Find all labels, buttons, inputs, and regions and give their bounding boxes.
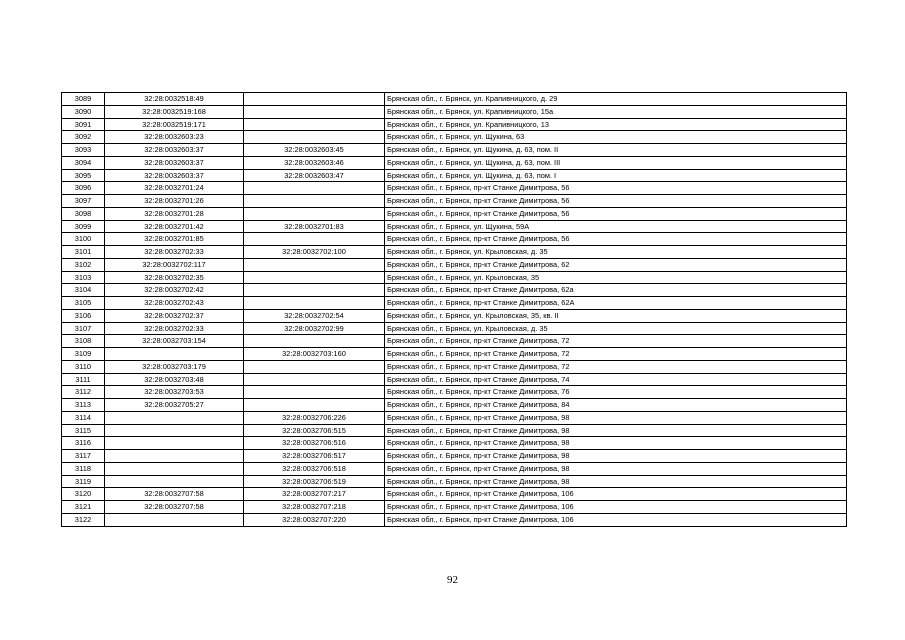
address-cell: Брянская обл., г. Брянск, пр-кт Станке Димитрова, 84 bbox=[385, 399, 847, 412]
row-number-cell: 3115 bbox=[62, 424, 105, 437]
cadastral-number-cell: 32:28:0032705:27 bbox=[105, 399, 244, 412]
table-row bbox=[62, 335, 847, 348]
cadastral-number-cell: 32:28:0032701:28 bbox=[105, 207, 244, 220]
row-number-cell: 3101 bbox=[62, 246, 105, 259]
cadastral-number-cell: 32:28:0032701:26 bbox=[105, 195, 244, 208]
table-row bbox=[62, 309, 847, 322]
address-cell: Брянская обл., г. Брянск, пр-кт Станке Димитрова, 98 bbox=[385, 450, 847, 463]
cadastral-number-cell: 32:28:0032703:48 bbox=[105, 373, 244, 386]
table-row bbox=[62, 258, 847, 271]
table-row bbox=[62, 322, 847, 335]
cadastral-number-cell: 32:28:0032701:85 bbox=[105, 233, 244, 246]
row-number-cell: 3117 bbox=[62, 450, 105, 463]
table-row bbox=[62, 475, 847, 488]
premises-cadastral-number-cell bbox=[244, 118, 385, 131]
premises-cadastral-number-cell: 32:28:0032603:45 bbox=[244, 144, 385, 157]
address-cell: Брянская обл., г. Брянск, пр-кт Станке Димитрова, 106 bbox=[385, 513, 847, 526]
row-number-cell: 3104 bbox=[62, 284, 105, 297]
row-number-cell: 3100 bbox=[62, 233, 105, 246]
row-number-cell: 3120 bbox=[62, 488, 105, 501]
cadastral-number-cell: 32:28:0032603:37 bbox=[105, 156, 244, 169]
row-number-cell: 3103 bbox=[62, 271, 105, 284]
row-number-cell: 3099 bbox=[62, 220, 105, 233]
address-cell: Брянская обл., г. Брянск, ул. Щукина, 63 bbox=[385, 131, 847, 144]
premises-cadastral-number-cell bbox=[244, 182, 385, 195]
table-row bbox=[62, 399, 847, 412]
row-number-cell: 3109 bbox=[62, 348, 105, 361]
cadastral-number-cell: 32:28:0032707:58 bbox=[105, 488, 244, 501]
address-cell: Брянская обл., г. Брянск, пр-кт Станке Димитрова, 72 bbox=[385, 360, 847, 373]
cadastral-number-cell: 32:28:0032707:58 bbox=[105, 501, 244, 514]
premises-cadastral-number-cell bbox=[244, 131, 385, 144]
cadastral-number-cell: 32:28:0032702:42 bbox=[105, 284, 244, 297]
address-cell: Брянская обл., г. Брянск, пр-кт Станке Димитрова, 72 bbox=[385, 335, 847, 348]
row-number-cell: 3094 bbox=[62, 156, 105, 169]
premises-cadastral-number-cell: 32:28:0032603:46 bbox=[244, 156, 385, 169]
row-number-cell: 3090 bbox=[62, 105, 105, 118]
address-cell: Брянская обл., г. Брянск, ул. Крыловская, д. 35 bbox=[385, 246, 847, 259]
premises-cadastral-number-cell bbox=[244, 399, 385, 412]
address-cell: Брянская обл., г. Брянск, пр-кт Станке Димитрова, 76 bbox=[385, 386, 847, 399]
row-number-cell: 3096 bbox=[62, 182, 105, 195]
table-row bbox=[62, 156, 847, 169]
table-row bbox=[62, 93, 847, 106]
row-number-cell: 3118 bbox=[62, 462, 105, 475]
premises-cadastral-number-cell bbox=[244, 386, 385, 399]
table-row bbox=[62, 195, 847, 208]
registry-table bbox=[61, 92, 847, 527]
address-cell: Брянская обл., г. Брянск, пр-кт Станке Димитрова, 56 bbox=[385, 207, 847, 220]
premises-cadastral-number-cell: 32:28:0032706:515 bbox=[244, 424, 385, 437]
address-cell: Брянская обл., г. Брянск, ул. Крыловская, 35, кв. II bbox=[385, 309, 847, 322]
address-cell: Брянская обл., г. Брянск, пр-кт Станке Димитрова, 56 bbox=[385, 182, 847, 195]
table-row bbox=[62, 348, 847, 361]
address-cell: Брянская обл., г. Брянск, ул. Крыловская, 35 bbox=[385, 271, 847, 284]
row-number-cell: 3105 bbox=[62, 297, 105, 310]
cadastral-number-cell: 32:28:0032603:37 bbox=[105, 169, 244, 182]
address-cell: Брянская обл., г. Брянск, пр-кт Станке Димитрова, 98 bbox=[385, 411, 847, 424]
premises-cadastral-number-cell bbox=[244, 360, 385, 373]
table-row bbox=[62, 386, 847, 399]
cadastral-number-cell: 32:28:0032603:37 bbox=[105, 144, 244, 157]
row-number-cell: 3106 bbox=[62, 309, 105, 322]
cadastral-number-cell bbox=[105, 411, 244, 424]
cadastral-number-cell: 32:28:0032519:168 bbox=[105, 105, 244, 118]
table-row bbox=[62, 297, 847, 310]
row-number-cell: 3091 bbox=[62, 118, 105, 131]
address-cell: Брянская обл., г. Брянск, пр-кт Станке Димитрова, 62А bbox=[385, 297, 847, 310]
table-row bbox=[62, 488, 847, 501]
cadastral-number-cell: 32:28:0032702:43 bbox=[105, 297, 244, 310]
address-cell: Брянская обл., г. Брянск, ул. Щукина, 59А bbox=[385, 220, 847, 233]
premises-cadastral-number-cell bbox=[244, 105, 385, 118]
table-row bbox=[62, 220, 847, 233]
cadastral-number-cell bbox=[105, 513, 244, 526]
cadastral-number-cell bbox=[105, 450, 244, 463]
address-cell: Брянская обл., г. Брянск, пр-кт Станке Димитрова, 98 bbox=[385, 437, 847, 450]
cadastral-number-cell bbox=[105, 462, 244, 475]
row-number-cell: 3107 bbox=[62, 322, 105, 335]
row-number-cell: 3097 bbox=[62, 195, 105, 208]
table-row bbox=[62, 373, 847, 386]
address-cell: Брянская обл., г. Брянск, пр-кт Станке Димитрова, 106 bbox=[385, 488, 847, 501]
premises-cadastral-number-cell bbox=[244, 297, 385, 310]
table-row bbox=[62, 513, 847, 526]
address-cell: Брянская обл., г. Брянск, пр-кт Станке Димитрова, 62а bbox=[385, 284, 847, 297]
table-row bbox=[62, 450, 847, 463]
address-cell: Брянская обл., г. Брянск, пр-кт Станке Димитрова, 98 bbox=[385, 424, 847, 437]
address-cell: Брянская обл., г. Брянск, пр-кт Станке Димитрова, 56 bbox=[385, 233, 847, 246]
cadastral-number-cell bbox=[105, 437, 244, 450]
cadastral-number-cell: 32:28:0032702:35 bbox=[105, 271, 244, 284]
premises-cadastral-number-cell bbox=[244, 373, 385, 386]
table-row bbox=[62, 360, 847, 373]
address-cell: Брянская обл., г. Брянск, пр-кт Станке Димитрова, 98 bbox=[385, 475, 847, 488]
premises-cadastral-number-cell bbox=[244, 271, 385, 284]
row-number-cell: 3093 bbox=[62, 144, 105, 157]
premises-cadastral-number-cell bbox=[244, 233, 385, 246]
premises-cadastral-number-cell bbox=[244, 284, 385, 297]
cadastral-number-cell: 32:28:0032703:179 bbox=[105, 360, 244, 373]
premises-cadastral-number-cell: 32:28:0032706:519 bbox=[244, 475, 385, 488]
row-number-cell: 3113 bbox=[62, 399, 105, 412]
table-row bbox=[62, 233, 847, 246]
cadastral-number-cell: 32:28:0032703:53 bbox=[105, 386, 244, 399]
premises-cadastral-number-cell: 32:28:0032706:518 bbox=[244, 462, 385, 475]
row-number-cell: 3121 bbox=[62, 501, 105, 514]
premises-cadastral-number-cell: 32:28:0032702:99 bbox=[244, 322, 385, 335]
address-cell: Брянская обл., г. Брянск, ул. Щукина, д. 63, пом. III bbox=[385, 156, 847, 169]
premises-cadastral-number-cell bbox=[244, 335, 385, 348]
address-cell: Брянская обл., г. Брянск, ул. Щукина, д. 63, пом. I bbox=[385, 169, 847, 182]
row-number-cell: 3098 bbox=[62, 207, 105, 220]
page-number: 92 bbox=[447, 574, 458, 586]
row-number-cell: 3110 bbox=[62, 360, 105, 373]
table-row bbox=[62, 284, 847, 297]
premises-cadastral-number-cell: 32:28:0032706:517 bbox=[244, 450, 385, 463]
table-row bbox=[62, 105, 847, 118]
premises-cadastral-number-cell: 32:28:0032707:218 bbox=[244, 501, 385, 514]
table-row bbox=[62, 144, 847, 157]
registry-table-body bbox=[62, 93, 847, 527]
row-number-cell: 3108 bbox=[62, 335, 105, 348]
table-row bbox=[62, 424, 847, 437]
table-row bbox=[62, 501, 847, 514]
row-number-cell: 3102 bbox=[62, 258, 105, 271]
table-row bbox=[62, 271, 847, 284]
cadastral-number-cell: 32:28:0032603:23 bbox=[105, 131, 244, 144]
premises-cadastral-number-cell: 32:28:0032702:54 bbox=[244, 309, 385, 322]
premises-cadastral-number-cell: 32:28:0032706:226 bbox=[244, 411, 385, 424]
premises-cadastral-number-cell bbox=[244, 195, 385, 208]
address-cell: Брянская обл., г. Брянск, ул. Крапивницкого, д. 29 bbox=[385, 93, 847, 106]
premises-cadastral-number-cell: 32:28:0032603:47 bbox=[244, 169, 385, 182]
table-row bbox=[62, 207, 847, 220]
cadastral-number-cell: 32:28:0032519:171 bbox=[105, 118, 244, 131]
address-cell: Брянская обл., г. Брянск, пр-кт Станке Димитрова, 56 bbox=[385, 195, 847, 208]
cadastral-number-cell: 32:28:0032702:33 bbox=[105, 322, 244, 335]
premises-cadastral-number-cell bbox=[244, 258, 385, 271]
row-number-cell: 3119 bbox=[62, 475, 105, 488]
table-row bbox=[62, 246, 847, 259]
address-cell: Брянская обл., г. Брянск, ул. Крапивницкого, 13 bbox=[385, 118, 847, 131]
premises-cadastral-number-cell: 32:28:0032701:83 bbox=[244, 220, 385, 233]
row-number-cell: 3112 bbox=[62, 386, 105, 399]
table-row bbox=[62, 118, 847, 131]
cadastral-number-cell bbox=[105, 475, 244, 488]
row-number-cell: 3116 bbox=[62, 437, 105, 450]
address-cell: Брянская обл., г. Брянск, пр-кт Станке Димитрова, 74 bbox=[385, 373, 847, 386]
premises-cadastral-number-cell bbox=[244, 207, 385, 220]
premises-cadastral-number-cell: 32:28:0032703:160 bbox=[244, 348, 385, 361]
cadastral-number-cell: 32:28:0032703:154 bbox=[105, 335, 244, 348]
table-row bbox=[62, 131, 847, 144]
address-cell: Брянская обл., г. Брянск, ул. Крыловская, д. 35 bbox=[385, 322, 847, 335]
table-row bbox=[62, 182, 847, 195]
table-row bbox=[62, 169, 847, 182]
cadastral-number-cell: 32:28:0032702:33 bbox=[105, 246, 244, 259]
cadastral-number-cell: 32:28:0032702:37 bbox=[105, 309, 244, 322]
premises-cadastral-number-cell bbox=[244, 93, 385, 106]
row-number-cell: 3122 bbox=[62, 513, 105, 526]
row-number-cell: 3092 bbox=[62, 131, 105, 144]
cadastral-number-cell: 32:28:0032701:42 bbox=[105, 220, 244, 233]
table-row bbox=[62, 462, 847, 475]
premises-cadastral-number-cell: 32:28:0032702:100 bbox=[244, 246, 385, 259]
row-number-cell: 3095 bbox=[62, 169, 105, 182]
premises-cadastral-number-cell: 32:28:0032707:220 bbox=[244, 513, 385, 526]
row-number-cell: 3089 bbox=[62, 93, 105, 106]
address-cell: Брянская обл., г. Брянск, ул. Щукина, д. 63, пом. II bbox=[385, 144, 847, 157]
address-cell: Брянская обл., г. Брянск, ул. Крапивницкого, 15а bbox=[385, 105, 847, 118]
address-cell: Брянская обл., г. Брянск, пр-кт Станке Димитрова, 106 bbox=[385, 501, 847, 514]
cadastral-number-cell: 32:28:0032701:24 bbox=[105, 182, 244, 195]
premises-cadastral-number-cell: 32:28:0032707:217 bbox=[244, 488, 385, 501]
address-cell: Брянская обл., г. Брянск, пр-кт Станке Димитрова, 98 bbox=[385, 462, 847, 475]
row-number-cell: 3114 bbox=[62, 411, 105, 424]
cadastral-number-cell: 32:28:0032702:117 bbox=[105, 258, 244, 271]
cadastral-number-cell: 32:28:0032518:49 bbox=[105, 93, 244, 106]
table-row bbox=[62, 411, 847, 424]
address-cell: Брянская обл., г. Брянск, пр-кт Станке Димитрова, 62 bbox=[385, 258, 847, 271]
cadastral-number-cell bbox=[105, 424, 244, 437]
premises-cadastral-number-cell: 32:28:0032706:516 bbox=[244, 437, 385, 450]
address-cell: Брянская обл., г. Брянск, пр-кт Станке Димитрова, 72 bbox=[385, 348, 847, 361]
cadastral-number-cell bbox=[105, 348, 244, 361]
row-number-cell: 3111 bbox=[62, 373, 105, 386]
table-row bbox=[62, 437, 847, 450]
